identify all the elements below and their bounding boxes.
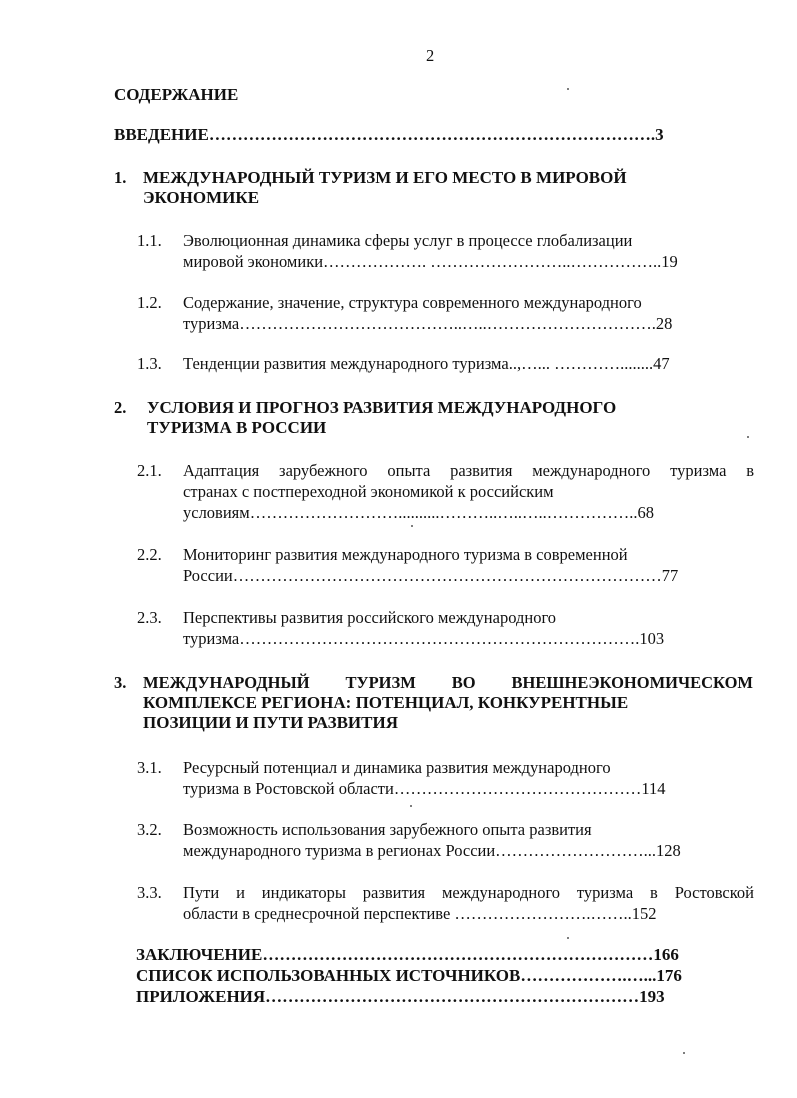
section-3-3-number: 3.3. <box>137 883 162 902</box>
section-3-3-line-1: Пути и индикаторы развития международного туризма в Ростовской <box>183 883 754 902</box>
scan-speck <box>410 805 412 807</box>
section-2-1-line-3: условиям………………………..........………..…..…..……………..68 <box>183 503 654 522</box>
chapter-1-number: 1. <box>114 168 127 187</box>
chapter-2-title-line-2: ТУРИЗМА В РОССИИ <box>147 418 327 437</box>
toc-entry-conclusion: ЗАКЛЮЧЕНИЕ……………………………………………………………166 <box>136 945 679 964</box>
section-2-2-line-1: Мониторинг развития международного туризма в современной <box>183 545 628 564</box>
section-1-1-line-1: Эволюционная динамика сферы услуг в процессе глобализации <box>183 231 633 250</box>
section-2-2-number: 2.2. <box>137 545 162 564</box>
toc-entry-introduction: ВВЕДЕНИЕ…………………………………………………………………….3 <box>114 125 664 144</box>
scan-speck <box>567 937 569 939</box>
scan-speck <box>411 525 413 527</box>
scan-speck <box>747 436 749 438</box>
section-2-1-line-1: Адаптация зарубежного опыта развития международного туризма в <box>183 461 754 480</box>
section-1-2-number: 1.2. <box>137 293 162 312</box>
toc-entry-appendices: ПРИЛОЖЕНИЯ…………………………………………………………193 <box>136 987 665 1006</box>
section-3-2-number: 3.2. <box>137 820 162 839</box>
scan-speck <box>567 88 569 90</box>
chapter-1-title-line-1: МЕЖДУНАРОДНЫЙ ТУРИЗМ И ЕГО МЕСТО В МИРОВОЙ <box>143 168 627 187</box>
section-3-3-line-2: области в среднесрочной перспективе …………………….……..152 <box>183 904 657 923</box>
section-2-3-number: 2.3. <box>137 608 162 627</box>
section-1-2-line-2: туризма…………………………………..…..………………………….28 <box>183 314 673 333</box>
section-1-3-line-1: Тенденции развития международного туризма..,…... …………........47 <box>183 354 670 373</box>
chapter-2-number: 2. <box>114 398 127 417</box>
page-title: СОДЕРЖАНИЕ <box>114 85 239 104</box>
page-number: 2 <box>426 46 435 65</box>
section-3-1-line-2: туризма в Ростовской области………………………………………114 <box>183 779 666 798</box>
section-2-1-line-2: странах с постпереходной экономикой к российским <box>183 482 554 501</box>
chapter-3-title-line-3: ПОЗИЦИИ И ПУТИ РАЗВИТИЯ <box>143 713 398 732</box>
section-2-1-number: 2.1. <box>137 461 162 480</box>
chapter-1-title-line-2: ЭКОНОМИКЕ <box>143 188 260 207</box>
chapter-3-title-line-1: МЕЖДУНАРОДНЫЙ ТУРИЗМ ВО ВНЕШНЕЭКОНОМИЧЕСКОМ <box>143 673 753 692</box>
section-2-2-line-2: России……………………………………………………………………77 <box>183 566 679 585</box>
section-1-1-number: 1.1. <box>137 231 162 250</box>
section-3-1-line-1: Ресурсный потенциал и динамика развития международного <box>183 758 611 777</box>
chapter-2-title-line-1: УСЛОВИЯ И ПРОГНОЗ РАЗВИТИЯ МЕЖДУНАРОДНОГО <box>147 398 617 417</box>
section-3-1-number: 3.1. <box>137 758 162 777</box>
section-2-3-line-2: туризма……………………………………………………………….103 <box>183 629 665 648</box>
chapter-3-title-line-2: КОМПЛЕКСЕ РЕГИОНА: ПОТЕНЦИАЛ, КОНКУРЕНТНЫЕ <box>143 693 629 712</box>
scan-speck <box>683 1052 685 1054</box>
section-2-3-line-1: Перспективы развития российского международного <box>183 608 557 627</box>
section-1-2-line-1: Содержание, значение, структура современного международного <box>183 293 642 312</box>
section-3-2-line-1: Возможность использования зарубежного опыта развития <box>183 820 592 839</box>
chapter-3-number: 3. <box>114 673 127 692</box>
section-1-3-number: 1.3. <box>137 354 162 373</box>
toc-entry-references: СПИСОК ИСПОЛЬЗОВАННЫХ ИСТОЧНИКОВ……………….…...176 <box>136 966 682 985</box>
section-1-1-line-2: мировой экономики………………. ……………………..……………..19 <box>183 252 678 271</box>
section-3-2-line-2: международного туризма в регионах России………………………...128 <box>183 841 681 860</box>
